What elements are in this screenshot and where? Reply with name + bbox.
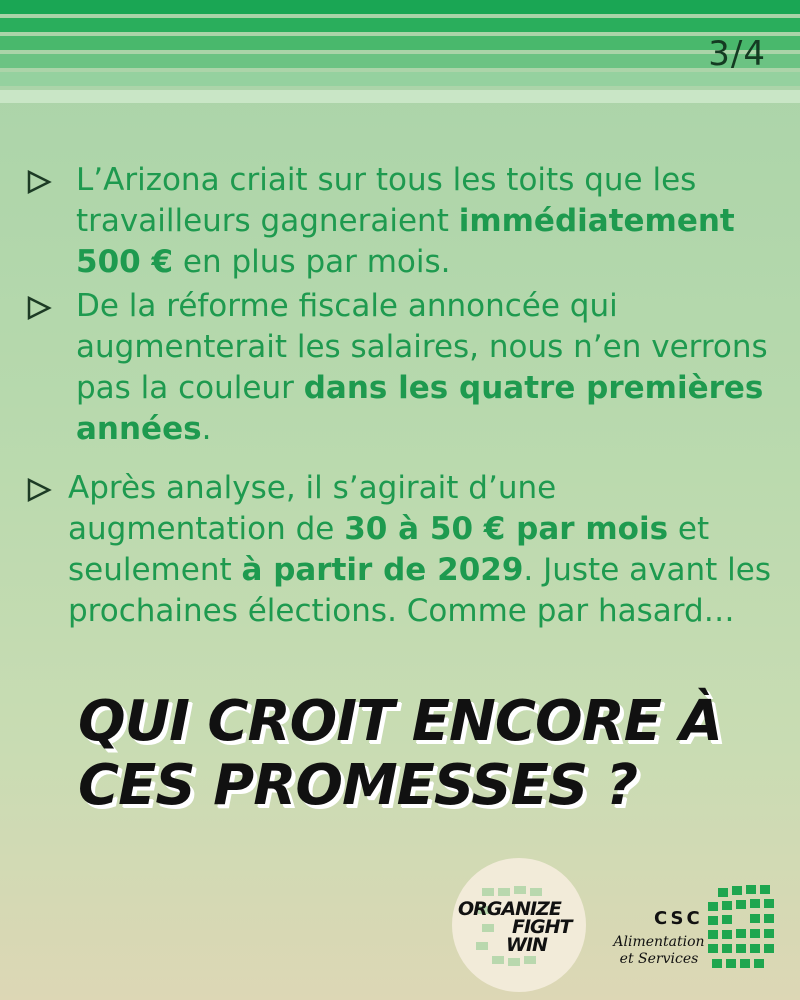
bullet-text: De la réforme fiscale annoncée qui augmenterait les salaires, nous n’en verrons pas la couleur dans les quatre premières années. bbox=[76, 288, 768, 447]
bullet-1 bbox=[20, 160, 780, 283]
page-number: 3/4 bbox=[708, 34, 766, 74]
top-stripe-5 bbox=[0, 72, 800, 86]
organize-fight-win-logo bbox=[452, 858, 586, 992]
top-stripe-2 bbox=[0, 18, 800, 32]
bullet-text: Après analyse, il s’agirait d’une augmentation de 30 à 50 € par mois et seulement à partir de 2029. Juste avant les prochaines élections. Comme par hasard… bbox=[68, 470, 771, 629]
ofw-line-2: FIGHT bbox=[512, 916, 572, 938]
triangle-outline-icon bbox=[20, 170, 54, 194]
csc-subtitle-line-1: Alimentation bbox=[613, 934, 705, 950]
triangle-outline-icon bbox=[20, 478, 54, 502]
bullet-2 bbox=[20, 286, 780, 450]
headline bbox=[78, 690, 778, 818]
top-stripe-4 bbox=[0, 54, 800, 68]
ofw-line-3: WIN bbox=[506, 934, 547, 956]
bullet-3 bbox=[20, 468, 780, 632]
csc-subtitle bbox=[604, 934, 714, 968]
headline-line-2: CES PROMESSES ? bbox=[78, 753, 638, 818]
csc-subtitle-line-2: et Services bbox=[619, 951, 699, 967]
ofw-line-1: ORGANIZE bbox=[458, 898, 561, 920]
top-stripe-1 bbox=[0, 0, 800, 14]
headline-line-1: QUI CROIT ENCORE À bbox=[78, 689, 722, 754]
top-stripe-6 bbox=[0, 90, 800, 103]
bullet-text: L’Arizona criait sur tous les toits que les travailleurs gagneraient immédiatement 500 € en plus par mois. bbox=[76, 162, 735, 280]
csc-logo-grid bbox=[704, 884, 790, 976]
triangle-outline-icon bbox=[20, 296, 54, 320]
top-stripe-3 bbox=[0, 36, 800, 50]
csc-title: CSC bbox=[654, 908, 703, 929]
